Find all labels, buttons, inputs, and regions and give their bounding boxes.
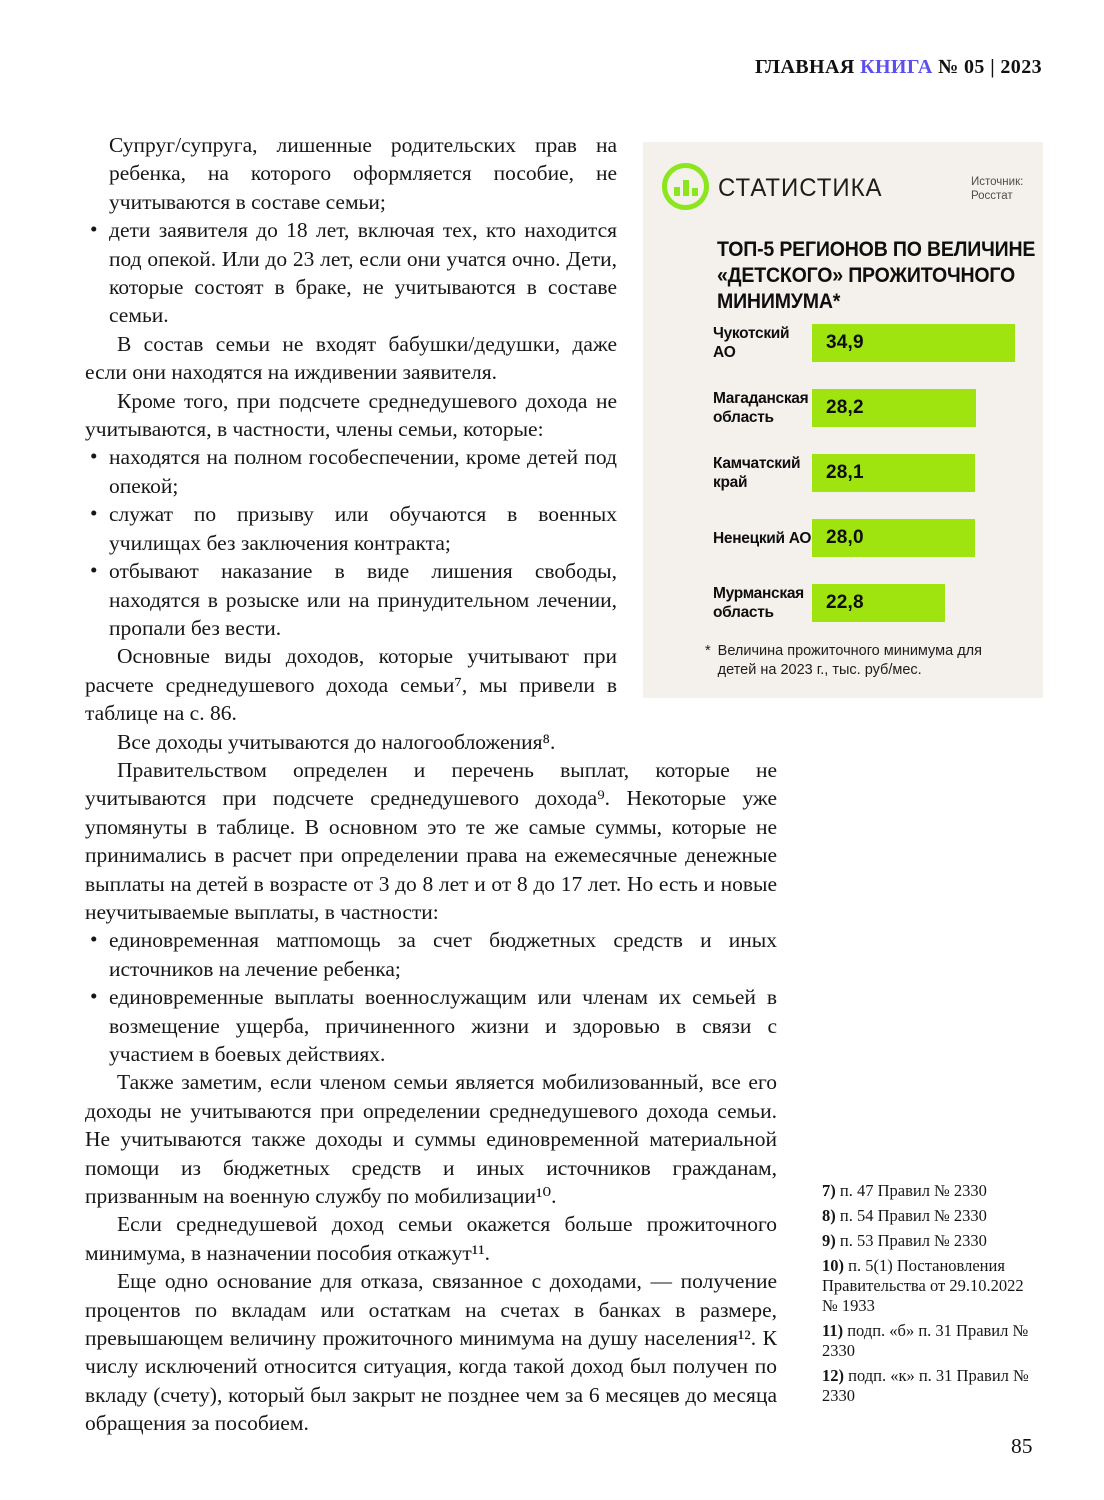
- chart-bar-row: [713, 389, 1023, 427]
- chart-footnote-text: Величина прожиточного минимума для детей на 2023 г., тыс. руб/мес.: [717, 643, 982, 678]
- footnote-item: [822, 1321, 1032, 1361]
- footnote-item: [822, 1206, 1032, 1226]
- list-item-text: служат по призыву или обучаются в военных училищах без заключения контракта;: [109, 502, 617, 555]
- chart-bar-row: [713, 584, 1023, 622]
- paragraph: Также заметим, если членом семьи является мобилизованный, все его доходы не учитываются при определении среднедушевого дохода семьи. Не учитываются также доходы и суммы единовременной материальной помощи из бюджетных средств и иных источников гражданам, призванным на военную службу по мобилизации¹⁰.: [85, 1070, 777, 1209]
- footnote-text: п. 54 Правил № 2330: [839, 1206, 987, 1225]
- chart-bar-row: [713, 519, 1023, 557]
- bar-chart-icon-bar: [674, 187, 680, 196]
- paragraph: Кроме того, при подсчете среднедушевого дохода не учитываются, в частности, члены семьи, которые:: [85, 388, 617, 442]
- footnote-marker: 11): [822, 1321, 844, 1340]
- brand-name-accent: КНИГА: [860, 56, 933, 78]
- footnote-text: подп. «к» п. 31 Правил № 2330: [822, 1366, 1029, 1405]
- chart-footnote: [705, 642, 1005, 680]
- footnote-item: [822, 1181, 1032, 1201]
- paragraph: В состав семьи не входят бабушки/дедушки, даже если они находятся на иждивении заявителя.: [85, 331, 617, 385]
- chart-footnote-marker: *: [705, 643, 711, 659]
- paragraph: Если среднедушевой доход семьи окажется больше прожиточного минимума, в назначении пособия откажут¹¹.: [85, 1212, 777, 1265]
- footnote-marker: 7): [822, 1181, 836, 1200]
- bullet-icon: •: [90, 501, 98, 526]
- stats-source: [971, 175, 1023, 203]
- chart-title-line: «ДЕТСКОГО» ПРОЖИТОЧНОГО: [717, 264, 1016, 287]
- footnote-text: п. 53 Правил № 2330: [839, 1231, 987, 1250]
- chart-bar-value: 22,8: [826, 592, 864, 613]
- list-item: [85, 500, 617, 557]
- chart-bar-row: [713, 454, 1023, 492]
- paragraph: Еще одно основание для отказа, связанное с доходами, — получение процентов по вкладам или остаткам на счетах в банках в размере, превышающем величину прожиточного минимума на душу населения¹². К числу исключений относится ситуация, когда такой доход был получен по вкладу (счету), который был закрыт не позднее чем за 6 месяцев до месяца обращения за пособием.: [85, 1269, 777, 1436]
- footnote-marker: 8): [822, 1206, 836, 1225]
- article-wide-column: [85, 756, 777, 1438]
- stats-section-label: СТАТИСТИКА: [718, 174, 883, 202]
- list-item-text: дети заявителя до 18 лет, включая тех, кто находится под опекой. Или до 23 лет, если они учатся очно. Дети, которые состоят в браке, не учитываются в составе семьи.: [109, 218, 617, 328]
- paragraph: Все доходы учитываются до налогообложения⁸.: [117, 729, 556, 754]
- footnote-marker: 12): [822, 1366, 844, 1385]
- bullet-icon: •: [90, 558, 98, 583]
- chart-bar-label: Мурманская область: [713, 585, 804, 621]
- bar-chart-icon-bar: [692, 188, 698, 196]
- bar-chart-icon: [662, 163, 709, 210]
- bullet-icon: •: [90, 984, 98, 1009]
- chart-bar-value: 34,9: [826, 332, 864, 353]
- footnote-item: [822, 1231, 1032, 1251]
- magazine-header: [755, 56, 1042, 79]
- article-narrow-column: [85, 131, 617, 756]
- footnote-item: [822, 1366, 1032, 1406]
- list-item-text: единовременная матпомощь за счет бюджетных средств и иных источников на лечение ребенка;: [109, 928, 777, 981]
- bullet-icon: •: [90, 444, 98, 469]
- footnote-marker: 10): [822, 1256, 844, 1275]
- chart-bar: [812, 454, 975, 492]
- bullet-icon: •: [90, 927, 98, 952]
- list-item-text: находятся на полном гособеспечении, кроме детей под опекой;: [109, 445, 617, 498]
- list-item: [85, 983, 777, 1068]
- chart-bar-label: Магаданская область: [713, 390, 809, 426]
- chart-bar-value: 28,2: [826, 397, 864, 418]
- chart-bar: [812, 389, 976, 427]
- list-item-text: отбывают наказание в виде лишения свободы, находятся в розыске или на принудительном лечении, пропали без вести.: [109, 559, 617, 640]
- chart-title-line: МИНИМУМА*: [717, 290, 841, 313]
- chart-bar-label: Чукотский АО: [713, 325, 790, 361]
- stats-source-line: Источник:: [971, 176, 1024, 188]
- list-item: [85, 443, 617, 500]
- bullet-icon: •: [90, 217, 98, 242]
- footnote-item: [822, 1256, 1032, 1316]
- bar-chart-icon-bar: [683, 180, 689, 196]
- list-item-continuation: Супруг/супруга, лишенные родительских прав на ребенка, на которого оформляется пособие, не учитываются в составе семьи;: [109, 133, 617, 214]
- list-item: [85, 216, 617, 330]
- statistics-panel: [643, 142, 1043, 698]
- paragraph: Основные виды доходов, которые учитывают при расчете среднедушевого дохода семьи⁷, мы привели в таблице на с. 86.: [85, 644, 617, 726]
- footnote-text: п. 47 Правил № 2330: [839, 1181, 987, 1200]
- paragraph: Правительством определен и перечень выплат, которые не учитываются при подсчете среднедушевого дохода⁹. Некоторые уже упомянуты в таблице. В основном это те же самые суммы, которые не принимались в расчет при определении права на ежемесячные денежные выплаты на детей в возрасте от 3 до 8 лет и от 8 до 17 лет. Но есть и новые неучитываемые выплаты, в частности:: [85, 757, 777, 924]
- list-item: [85, 557, 617, 642]
- page-number: 85: [1011, 1434, 1033, 1458]
- chart-bar-label: Камчатский край: [713, 455, 801, 491]
- chart-bar-value: 28,1: [826, 462, 864, 483]
- footnote-marker: 9): [822, 1231, 836, 1250]
- list-item-text: единовременные выплаты военнослужащим или членам их семьей в возмещение ущерба, причиненного жизни и здоровью в связи с участием в боевых действиях.: [109, 985, 777, 1066]
- issue-number: № 05 | 2023: [938, 56, 1042, 78]
- chart-bar-value: 28,0: [826, 527, 864, 548]
- footnotes-block: [822, 1181, 1032, 1411]
- chart-bar-label: Ненецкий АО: [713, 529, 812, 547]
- chart-bar: [812, 584, 945, 622]
- footnote-text: подп. «б» п. 31 Правил № 2330: [822, 1321, 1029, 1360]
- list-item: [85, 926, 777, 983]
- chart-title: [717, 237, 1035, 315]
- chart-bars: [713, 324, 1023, 649]
- brand-name: ГЛАВНАЯ: [755, 56, 855, 78]
- chart-bar-row: [713, 324, 1023, 362]
- stats-source-line: Росстат: [971, 190, 1013, 202]
- footnote-text: п. 5(1) Постановления Правительства от 29.10.2022 № 1933: [822, 1256, 1024, 1315]
- chart-bar: [812, 519, 975, 557]
- chart-title-line: ТОП-5 РЕГИОНОВ ПО ВЕЛИЧИНЕ: [717, 238, 1036, 261]
- chart-bar: [812, 324, 1015, 362]
